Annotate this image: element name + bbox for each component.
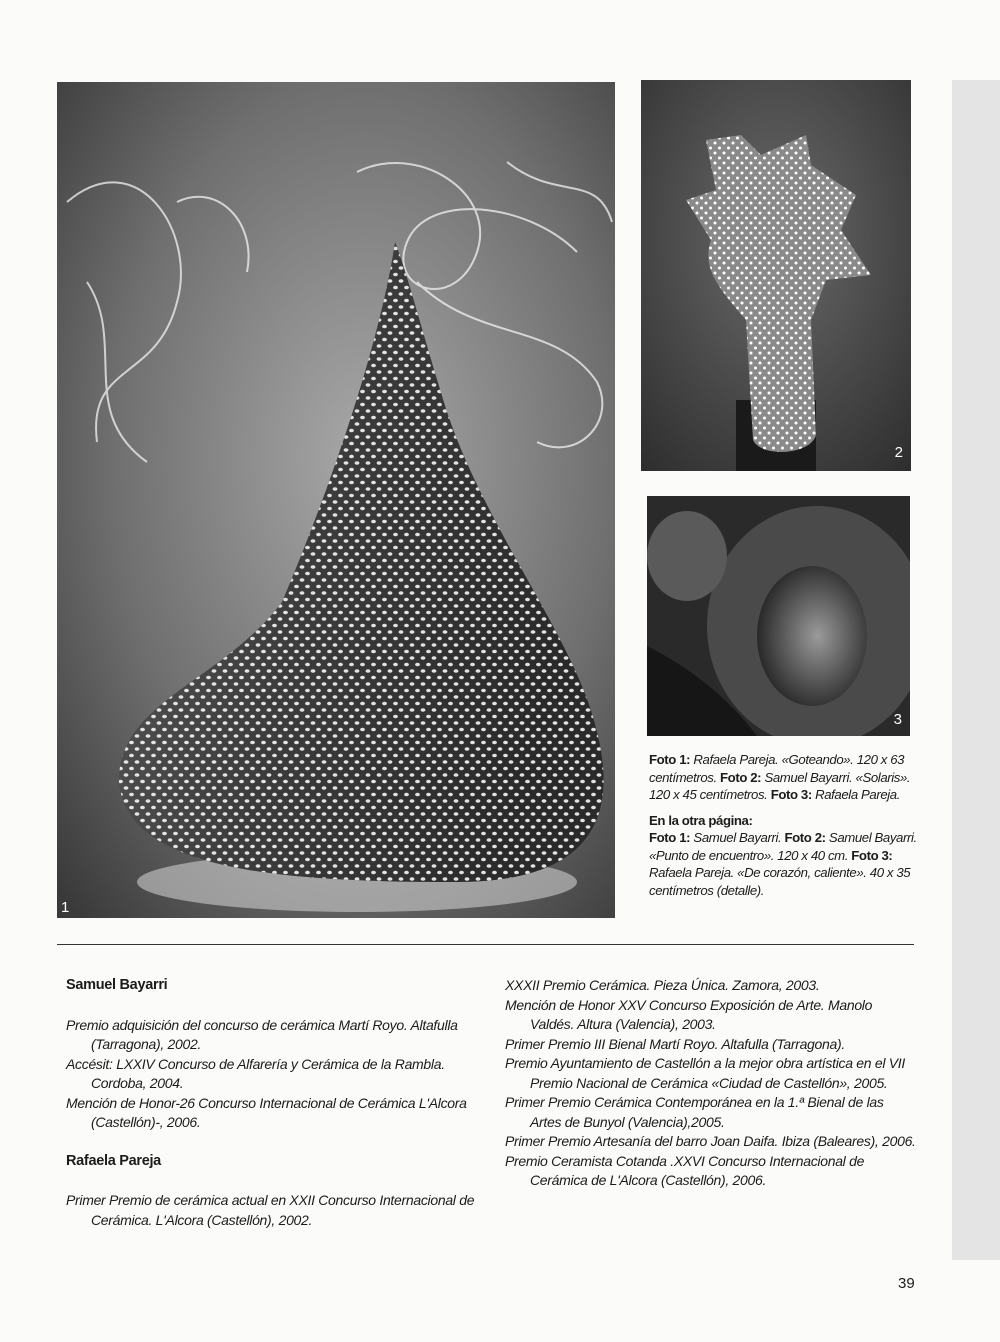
photo-number: 2	[894, 444, 903, 461]
artist-name: Samuel Bayarri	[66, 977, 168, 993]
photo-caption: Foto 1: Rafaela Pareja. «Goteando». 120 x 63 centímetros. Foto 2: Samuel Bayarri. «Solaris». 120 x 45 centímetros. Foto 3: Rafaela Pareja. En la otra página: Foto 1: Samuel Bayarri. Foto 2: Samuel Bayarri. «Punto de encuentro». 120 x 40 cm. Foto 3: Rafaela Pareja. «De corazón, caliente». 40 x 35 centímetros (detalle).	[649, 751, 919, 899]
divider	[57, 944, 914, 945]
award-item: Accésit: LXXIV Concurso de Alfarería y Cerámica de la Rambla. Cordoba, 2004.	[66, 1055, 445, 1091]
page-number: 39	[898, 1275, 915, 1292]
photo-solaris	[641, 80, 911, 471]
award-item: Primer Premio III Bienal Martí Royo. Altafulla (Tarragona).	[505, 1035, 845, 1052]
artist-name: Rafaela Pareja	[66, 1152, 161, 1169]
award-item: XXXII Premio Cerámica. Pieza Única. Zamora, 2003.	[505, 977, 820, 993]
page-edge	[952, 80, 1000, 1260]
award-item: Mención de Honor-26 Concurso Internacional de Cerámica L'Alcora (Castellón)-, 2006.	[66, 1094, 467, 1130]
photo-number: 3	[893, 711, 902, 728]
photo-portrait	[647, 496, 910, 736]
right-column	[505, 976, 917, 1191]
photo-number: 1	[61, 899, 70, 916]
photo-goteando	[57, 82, 615, 918]
left-column	[66, 976, 496, 1230]
award-item: Mención de Honor XXV Concurso Exposición de Arte. Manolo Valdés. Altura (Valencia), 2003.	[505, 996, 873, 1032]
award-item: Premio Ayuntamiento de Castellón a la mejor obra artística en el VII Premio Nacional de Cerámica «Ciudad de Castellón», 2005.	[505, 1055, 905, 1091]
award-item: Primer Premio Cerámica Contemporánea en la 1.ª Bienal de las Artes de Bunyol (Valencia),2005.	[505, 1094, 884, 1130]
award-item: Premio Ceramista Cotanda .XXVI Concurso Internacional de Cerámica de L'Alcora (Castellón), 2006.	[505, 1152, 865, 1188]
award-item: Primer Premio Artesanía del barro Joan Daifa. Ibiza (Baleares), 2006.	[505, 1133, 916, 1149]
caption-heading: En la otra página:	[649, 812, 753, 828]
award-item: Primer Premio de cerámica actual en XXII Concurso Internacional de Cerámica. L'Alcora (Castellón), 2002.	[66, 1192, 475, 1228]
award-item: Premio adquisición del concurso de cerámica Martí Royo. Altafulla (Tarragona), 2002.	[66, 1016, 458, 1052]
